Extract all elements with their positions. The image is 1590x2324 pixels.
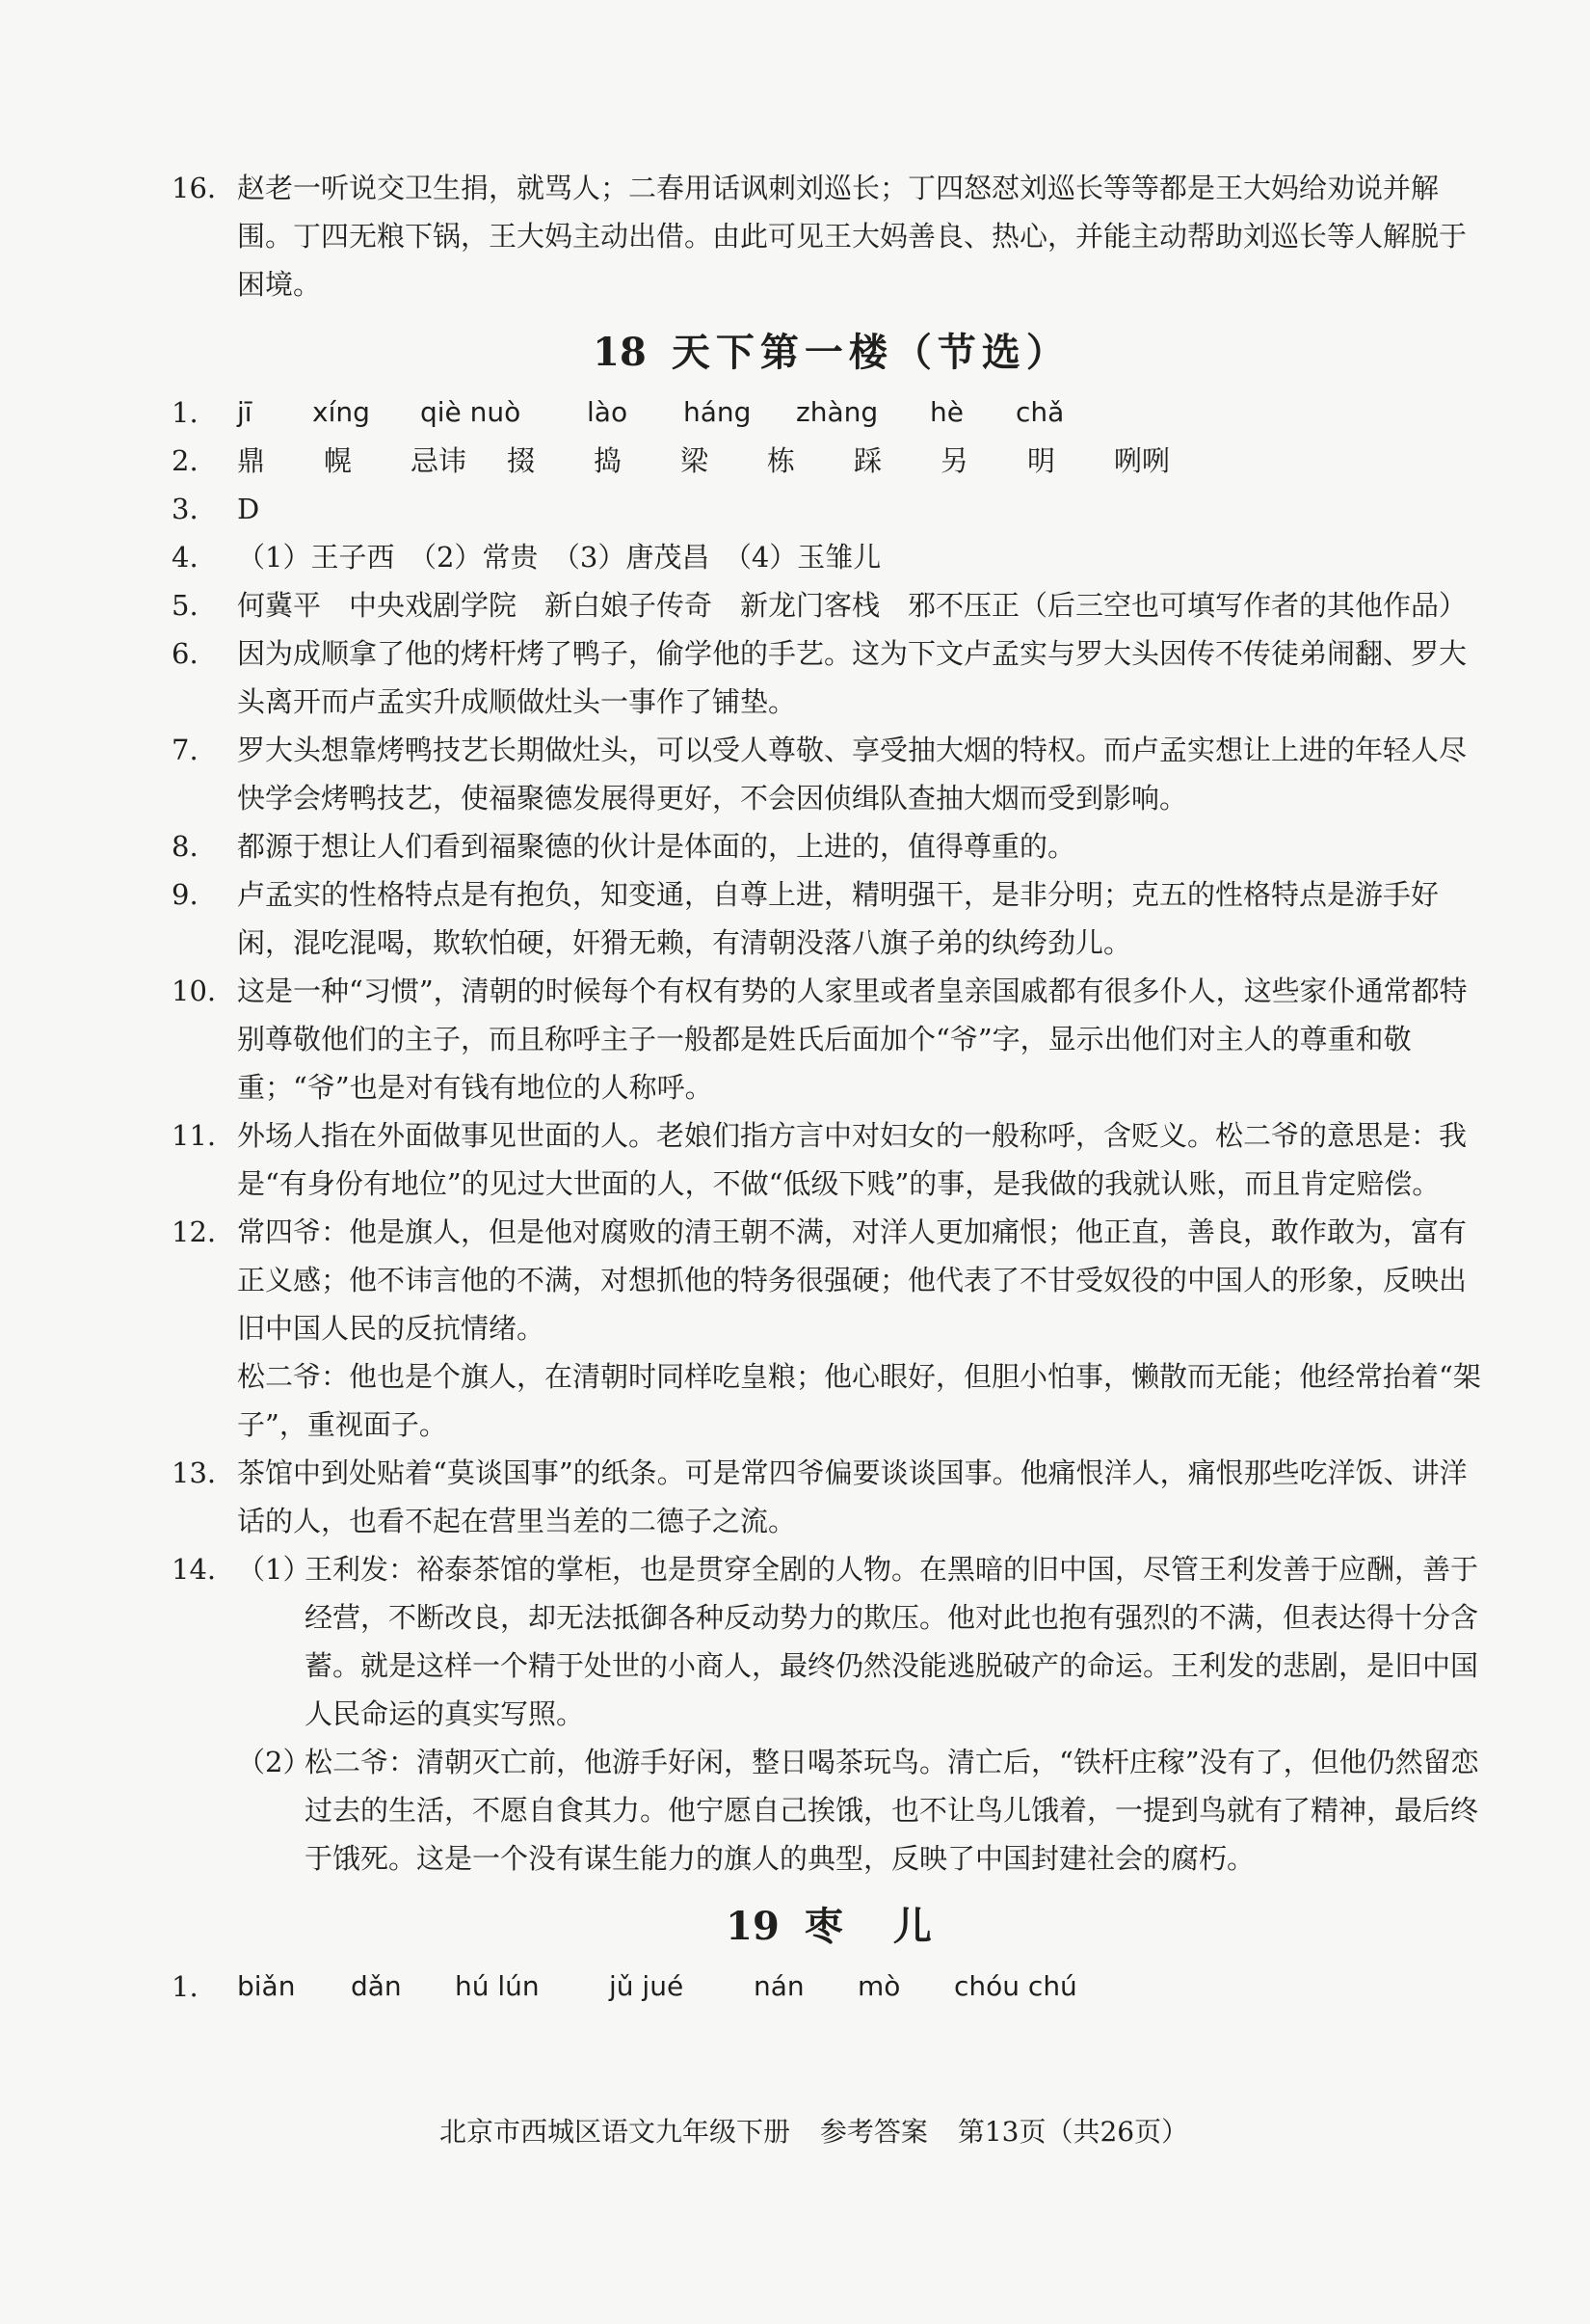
answer-16 [172,164,1492,308]
char-answer: 鼎 [237,444,266,477]
pinyin: mò [858,1970,901,2002]
answer-18-5 [172,581,1492,629]
answer-18-13 [172,1449,1492,1545]
pinyin: qiè nuò [420,396,521,428]
footer-book-title: 北京市西城区语文九年级下册 [439,2116,791,2148]
answer-18-6 [172,629,1492,726]
answer-number: 8. [172,830,199,863]
pinyin: biǎn [237,1970,296,2002]
sub-answer-number: （1） [237,1553,311,1586]
answer-text: （1）王子西 （2）常贵 （3）唐茂昌 （4）玉雏儿 [237,541,882,574]
answer-number: 12. [172,1215,217,1248]
answer-18-12 [172,1208,1492,1352]
answer-19-1 [172,1963,1492,2011]
answer-number: 11. [172,1119,217,1152]
section-heading-18 [172,322,1492,377]
answer-number: 3. [172,493,199,525]
page-footer [439,2111,1209,2150]
chars-row [237,437,1492,485]
answer-18-4 [172,533,1492,581]
section-title: 天下第一楼（节选） [671,330,1071,375]
char-answer: 幌 [324,444,353,477]
page-content [172,164,1492,2011]
sub-answer-text: 王利发：裕泰茶馆的掌柜，也是贯穿全剧的人物。在黑暗的旧中国，尽管王利发善于应酬，善于经营，不断改良，却无法抵御各种反动势力的欺压。他对此也抱有强烈的不满，但表达得十分含蓄。就是这样一个精于处世的小商人，最终仍然没能逃脱破产的命运。王利发的悲剧，是旧中国人民命运的真实写照。 [305,1553,1479,1730]
pinyin: dǎn [351,1970,402,2002]
answer-text: 都源于想让人们看到福聚德的伙计是体面的，上进的，值得尊重的。 [237,830,1076,863]
section-number: 19 [726,1904,780,1949]
char-answer: 掇 [507,444,536,477]
pinyin: zhàng [796,396,879,428]
answer-text: 卢孟实的性格特点是有抱负，知变通，自尊上进，精明强干，是非分明；克五的性格特点是游手好闲，混吃混喝，欺软怕硬，奸猾无赖，有清朝没落八旗子弟的纨绔劲儿。 [237,878,1440,959]
sub-answer-text: 松二爷：清朝灭亡前，他游手好闲，整日喝茶玩鸟。清亡后，“铁杆庄稼”没有了，但他仍然留恋过去的生活，不愿自食其力。他宁愿自己挨饿，也不让鸟儿饿着，一提到鸟就有了精神，最后终于饿死。这是一个没有谋生能力的旗人的典型，反映了中国封建社会的腐朽。 [305,1746,1479,1875]
answer-18-7 [172,726,1492,822]
char-answer: 捣 [594,444,623,477]
section-title: 枣 儿 [804,1904,938,1949]
pinyin: chǎ [1016,396,1065,428]
answer-text: 这是一种“习惯”，清朝的时候每个有权有势的人家里或者皇亲国戚都有很多仆人，这些家仆通常都特别尊敬他们的主子，而且称呼主子一般都是姓氏后面加个“爷”字，显示出他们对主人的尊重和敬重；“爷”也是对有钱有地位的人称呼。 [237,975,1468,1104]
pinyin: hè [930,396,964,428]
answer-text: D [237,493,260,525]
answer-number: 2. [172,444,199,477]
answer-number: 14. [172,1553,217,1586]
answer-number: 5. [172,589,199,622]
pinyin: lào [587,396,628,428]
answer-number: 13. [172,1456,217,1489]
footer-section: 参考答案 [819,2116,928,2148]
pinyin: nán [754,1970,805,2002]
char-answer: 踩 [854,444,883,477]
sub-answer-2 [237,1738,1492,1883]
sub-answer-1 [237,1545,1492,1738]
answer-18-2 [172,437,1492,485]
answer-18-9 [172,870,1492,967]
section-heading-19 [172,1896,1492,1951]
pinyin: xíng [312,396,370,428]
answer-18-1 [172,388,1492,437]
answer-18-10 [172,967,1492,1111]
char-answer: 咧咧 [1114,444,1171,477]
answer-18-3 [172,485,1492,533]
answer-number: 6. [172,637,199,670]
pinyin: chóu chú [954,1970,1077,2002]
answer-text: 因为成顺拿了他的烤杆烤了鸭子，偷学他的手艺。这为下文卢孟实与罗大头因传不传徒弟闹翻、罗大头离开而卢孟实升成顺做灶头一事作了铺垫。 [237,637,1468,718]
char-answer: 另 [941,444,969,477]
answer-18-8 [172,822,1492,870]
answer-number: 1. [172,1970,199,2003]
sub-answer-number: （2） [237,1746,311,1778]
pinyin: jǔ jué [609,1970,684,2002]
section-number: 18 [593,330,647,375]
pinyin-row [237,388,1492,437]
answer-text: 何冀平 中央戏剧学院 新白娘子传奇 新龙门客栈 邪不压正（后三空也可填写作者的其他作品） [237,589,1468,622]
pinyin: jī [237,396,252,428]
pinyin: hú lún [455,1970,540,2002]
answer-number: 1. [172,396,199,429]
answer-text: 茶馆中到处贴着“莫谈国事”的纸条。可是常四爷偏要谈谈国事。他痛恨洋人，痛恨那些吃洋饭、讲洋话的人，也看不起在营里当差的二德子之流。 [237,1456,1468,1537]
answer-number: 4. [172,541,199,574]
char-answer: 忌讳 [411,444,467,477]
char-answer: 梁 [680,444,709,477]
answer-number: 16. [172,172,217,204]
answer-number: 10. [172,975,217,1007]
answer-text: 罗大头想靠烤鸭技艺长期做灶头，可以受人尊敬、享受抽大烟的特权。而卢孟实想让上进的年轻人尽快学会烤鸭技艺，使福聚德发展得更好，不会因侦缉队查抽大烟而受到影响。 [237,734,1468,815]
pinyin-row [237,1963,1492,2011]
answer-text: 常四爷：他是旗人，但是他对腐败的清王朝不满，对洋人更加痛恨；他正直，善良，敢作敢为，富有正义感；他不讳言他的不满，对想抓他的特务很强硬；他代表了不甘受奴役的中国人的形象，反映出旧中国人民的反抗情绪。 [237,1215,1468,1345]
answer-18-14 [172,1545,1492,1883]
answer-18-12-continued: 松二爷：他也是个旗人，在清朝时同样吃皇粮；他心眼好，但胆小怕事，懒散而无能；他经常抬着“架子”，重视面子。 [237,1360,1481,1441]
answer-text: 外场人指在外面做事见世面的人。老娘们指方言中对妇女的一般称呼，含贬义。松二爷的意思是：我是“有身份有地位”的见过大世面的人，不做“低级下贱”的事，是我做的我就认账，而且肯定赔偿。 [237,1119,1468,1200]
pinyin: háng [683,396,752,428]
char-answer: 栋 [767,444,796,477]
answer-number: 9. [172,878,199,911]
char-answer: 明 [1027,444,1056,477]
answer-number: 7. [172,734,199,766]
footer-page-number: 第13页（共26页） [957,2116,1189,2148]
answer-text: 赵老一听说交卫生捐，就骂人；二春用话讽刺刘巡长；丁四怒怼刘巡长等等都是王大妈给劝说并解围。丁四无粮下锅，王大妈主动出借。由此可见王大妈善良、热心，并能主动帮助刘巡长等人解脱于困境。 [237,172,1468,301]
answer-18-11 [172,1111,1492,1208]
